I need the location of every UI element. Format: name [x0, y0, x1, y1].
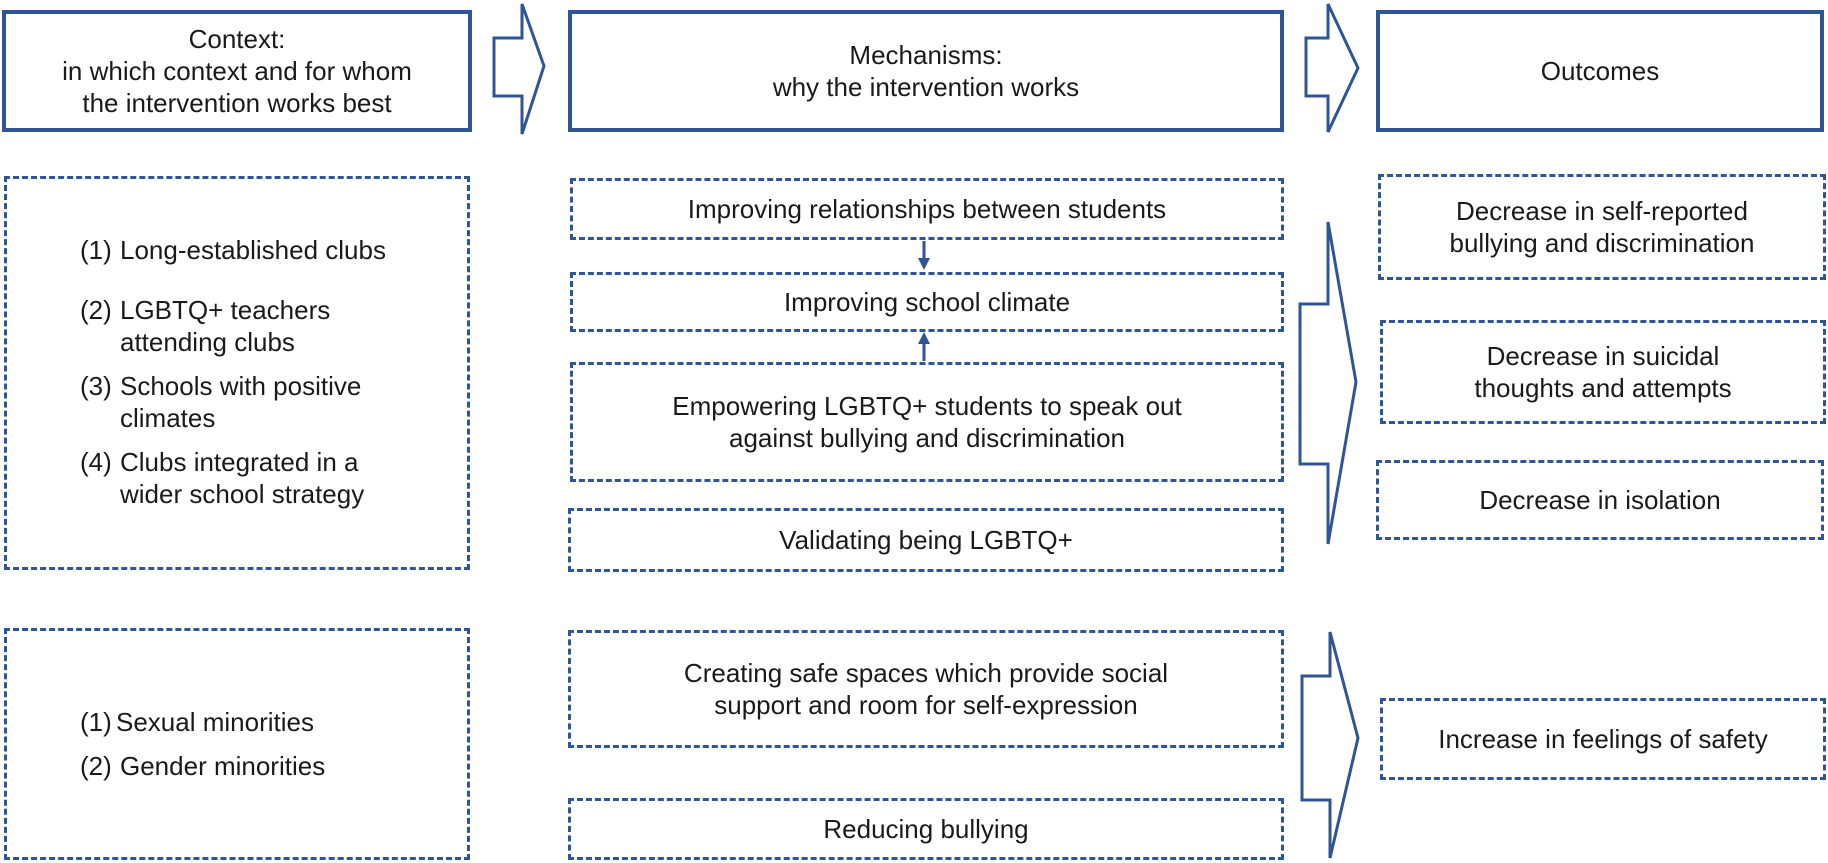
context-item-text: Schools with positive climates [120, 371, 362, 433]
context-item-text: Gender minorities [120, 751, 326, 781]
outcome-text: Increase in feelings of safety [1438, 724, 1768, 754]
outcomes-header-text: Outcomes [1540, 56, 1660, 86]
outcome-text: Decrease in suicidal thoughts and attempts [1474, 341, 1732, 403]
context-item-number: (3) [80, 371, 112, 401]
context-item-number: (4) [80, 447, 112, 477]
outcome-text: Decrease in self-reported bullying and discrimination [1449, 196, 1755, 258]
context-item-text: Long-established clubs [120, 235, 386, 265]
group2-arrow-right-icon [1302, 632, 1358, 858]
mechanisms-header-text: Mechanisms: why the intervention works [772, 40, 1080, 102]
context-item-text: LGBTQ+ teachers attending clubs [120, 295, 331, 357]
header-arrow-right-icon [494, 4, 544, 134]
connector-up-arrow-icon [918, 332, 930, 344]
group1-arrow-right-icon [1300, 222, 1356, 544]
mechanism-text: Improving relationships between students [687, 194, 1167, 224]
mechanism-text: Reducing bullying [823, 814, 1029, 844]
connector-down-arrow-icon [918, 258, 930, 270]
mechanism-text: Empowering LGBTQ+ students to speak out against bullying and discrimination [672, 391, 1182, 453]
context-item-number: (1) [80, 707, 112, 737]
outcome-text: Decrease in isolation [1479, 485, 1721, 515]
context-item-text: Sexual minorities [116, 707, 314, 737]
context-item-number: (2) [80, 295, 112, 325]
context-item-number: (2) [80, 751, 112, 781]
mechanism-text: Creating safe spaces which provide social support and room for self-expression [683, 658, 1169, 720]
context-header-text: Context: in which context and for whom the intervention works best [62, 24, 412, 118]
mechanism-text: Improving school climate [783, 287, 1071, 317]
context-item-text: Clubs integrated in a wider school strategy [120, 447, 365, 509]
context-item-number: (1) [80, 235, 112, 265]
header-arrow-right-icon [1306, 4, 1358, 132]
mechanism-text: Validating being LGBTQ+ [779, 525, 1073, 555]
